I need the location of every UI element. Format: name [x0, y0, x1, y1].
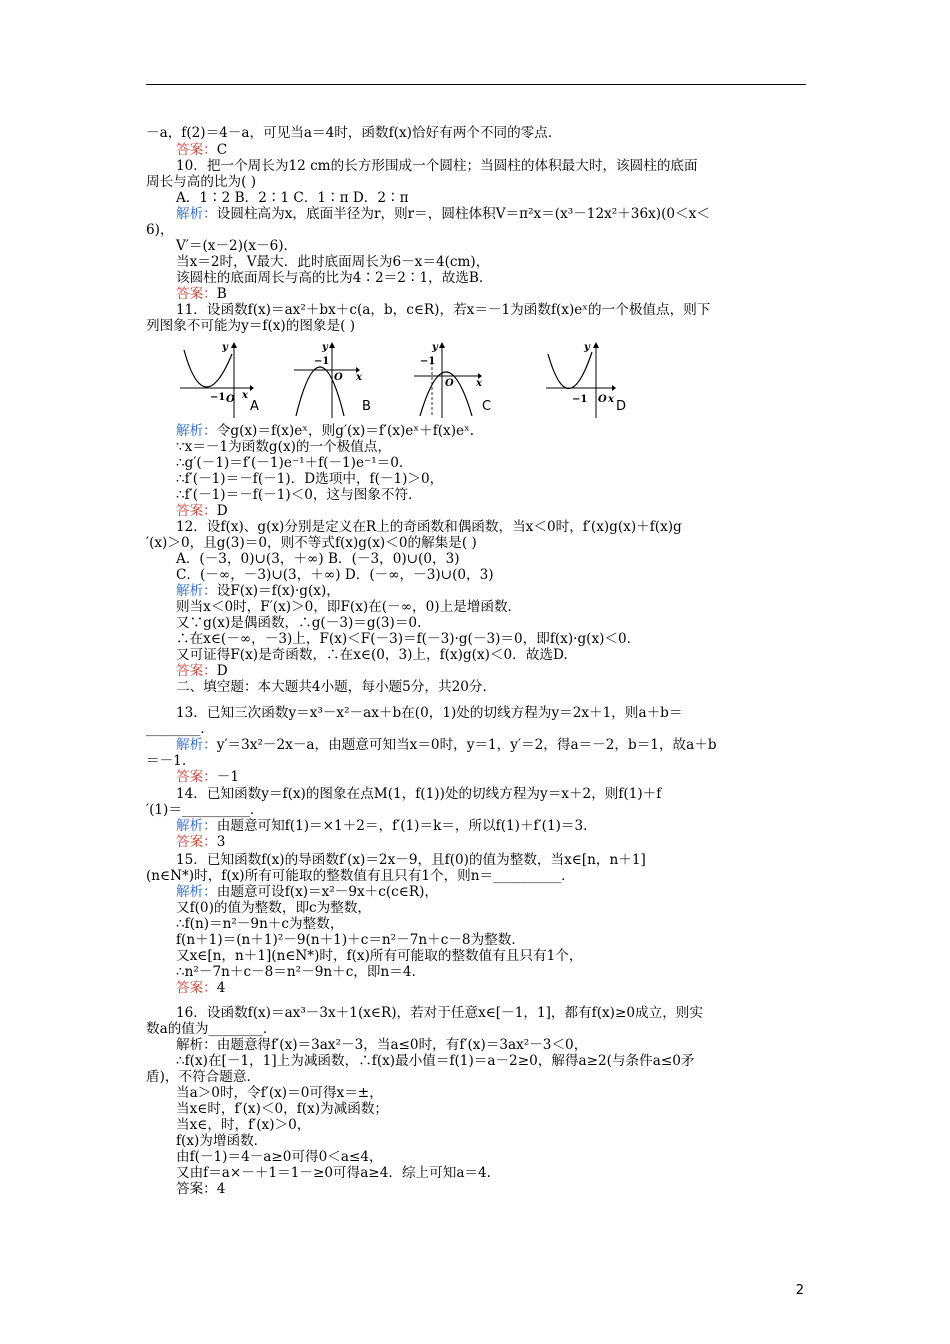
- text-line: 又可证得F(x)是奇函数，∴在x∈(0，3)上，f(x)g(x)＜0．故选D.: [176, 647, 568, 663]
- text-line: 又f(0)的值为整数，即c为整数，: [176, 900, 372, 916]
- text-line: 答案：4: [176, 980, 226, 996]
- text-line: 答案：3: [176, 834, 226, 850]
- text-line: A．1∶2 B．2∶1 C．1∶π D．2∶π: [176, 190, 409, 206]
- text-line: ∴g′(－1)＝f′(－1)e⁻¹＋f(－1)e⁻¹＝0.: [176, 455, 404, 471]
- text-line: 列图象不可能为y＝f(x)的图象是( ): [146, 318, 356, 334]
- graph-d-caption: D: [616, 399, 627, 414]
- text-line: ＝－1.: [146, 753, 187, 769]
- text-line: 当x∈时，f′(x)＜0，f(x)为减函数；: [176, 1101, 389, 1117]
- text-line: ________．: [146, 721, 214, 737]
- text-line: 答案：C: [176, 142, 228, 158]
- text-line: A．(－3，0)∪(3，＋∞) B．(－3，0)∪(0，3): [176, 551, 460, 567]
- graph-c-x-label: x: [476, 378, 482, 389]
- graph-c-origin: O: [445, 378, 454, 389]
- text-line: 解析：设F(x)＝f(x)·g(x)，: [176, 583, 340, 599]
- graph-c-tick: −1: [420, 356, 436, 367]
- page-number: 2: [795, 1283, 804, 1298]
- text-line: 又∵g(x)是偶函数，∴g(－3)＝g(3)＝0.: [176, 615, 422, 631]
- text-line: 当x＝2时，V最大．此时底面周长为6－x＝4(cm)，: [176, 254, 490, 270]
- graph-c-y-label: y: [432, 342, 438, 353]
- text-line: 答案：－1: [176, 769, 240, 785]
- graph-b-tick: −1: [314, 356, 330, 367]
- text-line: 16．设函数f(x)＝ax³－3x＋1(x∈R)，若对于任意x∈[－1，1]，都有f(x)≥0成立，则实: [176, 1005, 703, 1021]
- graph-a: [176, 340, 254, 420]
- text-line: (n∈N*)时，f(x)所有可能取的整数值有且只有1个，则n＝__________．: [146, 868, 575, 884]
- text-line: 当x∈，时，f′(x)＞0，: [176, 1117, 311, 1133]
- text-line: 10．把一个周长为12 cm的长方形围成一个圆柱；当圆柱的体积最大时，该圆柱的底面: [176, 158, 698, 174]
- text-line: 则当x＜0时，F′(x)＞0，即F(x)在(－∞，0)上是增函数．: [176, 599, 522, 615]
- text-line: ∴f′(－1)＝－f(－1)＜0，这与图象不符．: [176, 487, 422, 503]
- text-line: 14．已知函数y＝f(x)的图象在点M(1，f(1))处的切线方程为y＝x＋2，则f(1)＋f: [176, 786, 662, 802]
- text-line: －a，f(2)＝4－a，可见当a＝4时，函数f(x)恰好有两个不同的零点．: [146, 125, 562, 141]
- text-line: 解析：令g(x)＝f(x)eˣ，则g′(x)＝f′(x)eˣ＋f(x)eˣ.: [176, 423, 475, 439]
- text-line: ′(1)＝__________．: [146, 802, 264, 818]
- text-line: ∴在x∈(－∞，－3)上，F(x)＜F(－3)＝f(－3)·g(－3)＝0，即f(x)·g(x)＜0.: [176, 631, 631, 647]
- text-line: 解析：设圆柱高为x，底面半径为r，则r＝，圆柱体积V＝π²x＝(x³－12x²＋36x)(0＜x＜: [176, 206, 710, 222]
- text-line: 答案：B: [176, 286, 227, 302]
- graph-b-x-label: x: [356, 372, 362, 383]
- graph-d-origin: O: [598, 394, 607, 405]
- text-line: 答案：4: [176, 1181, 226, 1197]
- text-line: 二、填空题：本大题共4小题，每小题5分，共20分．: [176, 679, 497, 695]
- text-line: 6)，: [146, 222, 174, 238]
- graph-b-origin: O: [334, 372, 343, 383]
- text-line: 答案：D: [176, 503, 228, 519]
- text-line: 12．设f(x)、g(x)分别是定义在R上的奇函数和偶函数，当x＜0时，f′(x)g(x)＋f(x)g: [176, 519, 682, 535]
- text-line: 答案：D: [176, 663, 228, 679]
- text-line: 盾)，不符合题意．: [146, 1069, 261, 1085]
- graph-b: [290, 340, 368, 420]
- text-line: f(n＋1)＝(n＋1)²－9(n＋1)＋c＝n²－7n＋c－8为整数．: [176, 932, 525, 948]
- header-rule: [146, 84, 806, 85]
- text-line: 解析：由题意可设f(x)＝x²－9x＋c(c∈R)，: [176, 884, 438, 900]
- graph-b-caption: B: [362, 399, 371, 414]
- text-line: 又由f＝a×－＋1＝1－≥0可得a≥4．综上可知a＝4.: [176, 1165, 491, 1181]
- text-line: V′＝(x－2)(x－6)．: [176, 238, 298, 254]
- graph-a-y-label: y: [222, 342, 228, 353]
- text-line: ′(x)＞0，且g(3)＝0，则不等式f(x)g(x)＜0的解集是( ): [146, 535, 477, 551]
- graph-a-x-label: x: [242, 390, 248, 401]
- text-line: ∴f(n)＝n²－9n＋c为整数，: [176, 916, 344, 932]
- text-line: 又x∈[n，n＋1](n∈N*)时，f(x)所有可能取的整数值有且只有1个，: [176, 948, 583, 964]
- text-line: 解析：y′＝3x²－2x－a，由题意可知当x＝0时，y＝1，y′＝2，得a＝－2，b＝1，故a＋b: [176, 737, 717, 753]
- text-line: 13．已知三次函数y＝x³－x²－ax＋b在(0，1)处的切线方程为y＝2x＋1，则a＋b＝: [176, 705, 683, 721]
- text-line: ∵x＝－1为函数g(x)的一个极值点，: [176, 439, 392, 455]
- text-line: 该圆柱的底面周长与高的比为4∶2＝2∶1，故选B.: [176, 270, 484, 286]
- text-line: 15．已知函数f(x)的导函数f′(x)＝2x－9，且f(0)的值为整数，当x∈[n，n＋1]: [176, 852, 646, 868]
- text-line: ∴f(x)在[－1，1]上为减函数，∴f(x)最小值＝f(1)＝a－2≥0，解得a≥2(与条件a≤0矛: [176, 1053, 695, 1069]
- text-line: 解析：由题意可知f(1)＝×1＋2＝，f′(1)＝k＝，所以f(1)＋f′(1)＝3.: [176, 818, 588, 834]
- graph-d-tick: −1: [572, 394, 588, 405]
- graph-c-caption: C: [482, 399, 492, 414]
- text-line: ∴n²－7n＋c－8＝n²－9n＋c，即n＝4.: [176, 964, 416, 980]
- text-line: ∴f′(－1)＝－f(－1)．D选项中，f(－1)＞0，: [176, 471, 444, 487]
- text-line: C．(－∞，－3)∪(3，＋∞) D．(－∞，－3)∪(0，3): [176, 567, 494, 583]
- text-line: f(x)为增函数．: [176, 1133, 268, 1149]
- graph-a-tick: −1: [210, 392, 226, 403]
- graph-a-origin: O: [226, 394, 235, 405]
- graph-a-caption: A: [250, 399, 259, 414]
- text-line: 周长与高的比为( ): [146, 174, 257, 190]
- text-line: 当a＞0时，令f′(x)＝0可得x＝±，: [176, 1085, 383, 1101]
- graph-d: [542, 340, 620, 420]
- graph-b-y-label: y: [322, 342, 328, 353]
- text-line: 数a的值为________．: [146, 1021, 277, 1037]
- text-line: 解析：由题意得f′(x)＝3ax²－3，当a≤0时，有f′(x)＝3ax²－3＜0，: [176, 1037, 588, 1053]
- graph-d-y-label: y: [584, 342, 590, 353]
- text-line: 11．设函数f(x)＝ax²＋bx＋c(a，b，c∈R)，若x＝－1为函数f(x)eˣ的一个极值点，则下: [176, 302, 711, 318]
- graph-d-x-label: x: [608, 394, 614, 405]
- text-line: 由f(－1)＝4－a≥0可得0＜a≤4，: [176, 1149, 383, 1165]
- graph-c: [410, 340, 488, 420]
